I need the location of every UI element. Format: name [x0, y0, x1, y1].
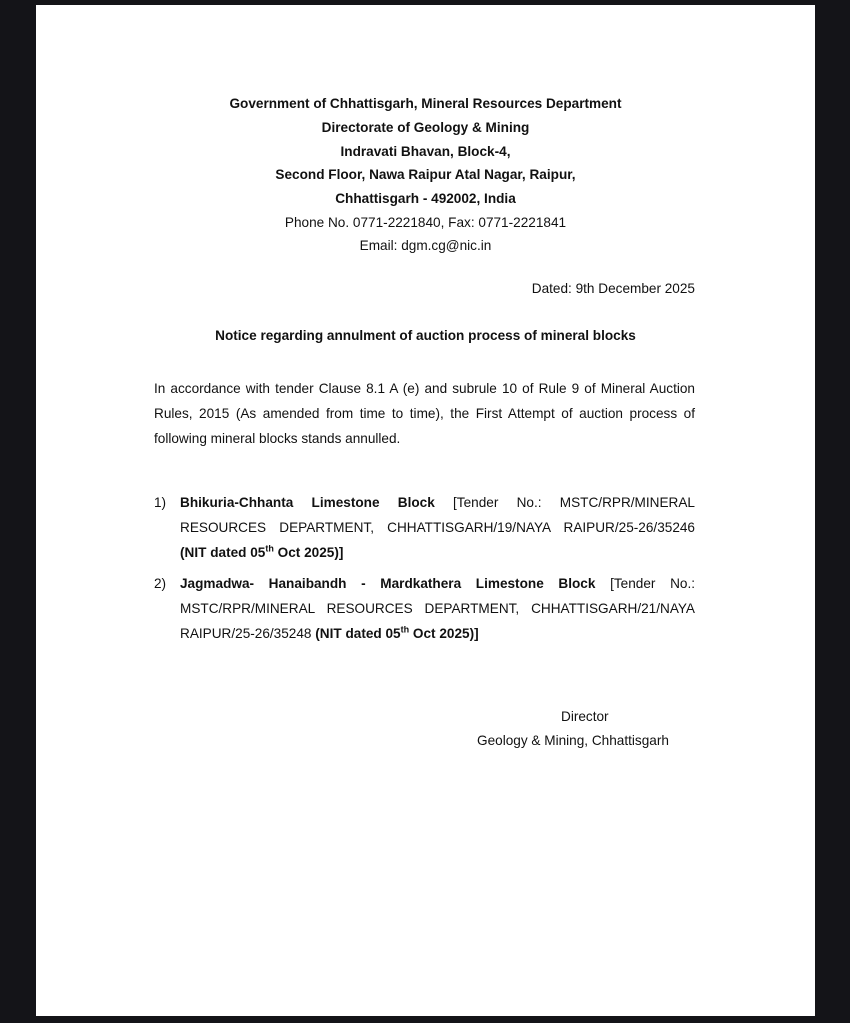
block-number: 1) [154, 495, 167, 510]
block-tender: [Tender No.: MSTC/RPR/MINERAL RESOURCES DEPARTMENT, CHHATTISGARH/21/NAYA RAIPUR/25-26/35248 [180, 576, 695, 641]
header-building: Indravati Bhavan, Block-4, [340, 144, 511, 159]
block-name: Jagmadwa- Hanaibandh - Mardkathera Limestone Block [180, 576, 596, 591]
block-nit-date: (NIT dated 05th Oct 2025)] [180, 543, 344, 560]
header-email: Email: dgm.cg@nic.in [359, 238, 492, 253]
header-directorate: Directorate of Geology & Mining [321, 120, 530, 135]
header-department: Government of Chhattisgarh, Mineral Resources Department [229, 96, 622, 111]
block-number: 2) [154, 576, 167, 591]
header-state-pin: Chhattisgarh - 492002, India [335, 191, 516, 206]
block-name: Bhikuria-Chhanta Limestone Block [180, 495, 435, 510]
block-list-item [154, 490, 695, 565]
block-tender: [Tender No.: MSTC/RPR/MINERAL RESOURCES DEPARTMENT, CHHATTISGARH/19/NAYA RAIPUR/25-26/35246 [180, 495, 695, 535]
notice-subject: Notice regarding annulment of auction process of mineral blocks [215, 328, 636, 343]
header-phone-fax: Phone No. 0771-2221840, Fax: 0771-2221841 [284, 215, 567, 230]
header-address: Second Floor, Nawa Raipur Atal Nagar, Raipur, [275, 167, 576, 182]
signatory-office: Geology & Mining, Chhattisgarh [477, 733, 669, 748]
notice-date: Dated: 9th December 2025 [531, 281, 695, 296]
document-page [36, 5, 815, 1016]
block-list-item [154, 571, 695, 646]
body-paragraph: In accordance with tender Clause 8.1 A (e) and subrule 10 of Rule 9 of Mineral Auction Rules, 2015 (As amended from time to time), the First Attempt of auction process of following mineral blocks stands annulled. [154, 381, 695, 446]
block-nit-date: (NIT dated 05th Oct 2025)] [315, 624, 479, 641]
signatory-title: Director [561, 709, 609, 724]
